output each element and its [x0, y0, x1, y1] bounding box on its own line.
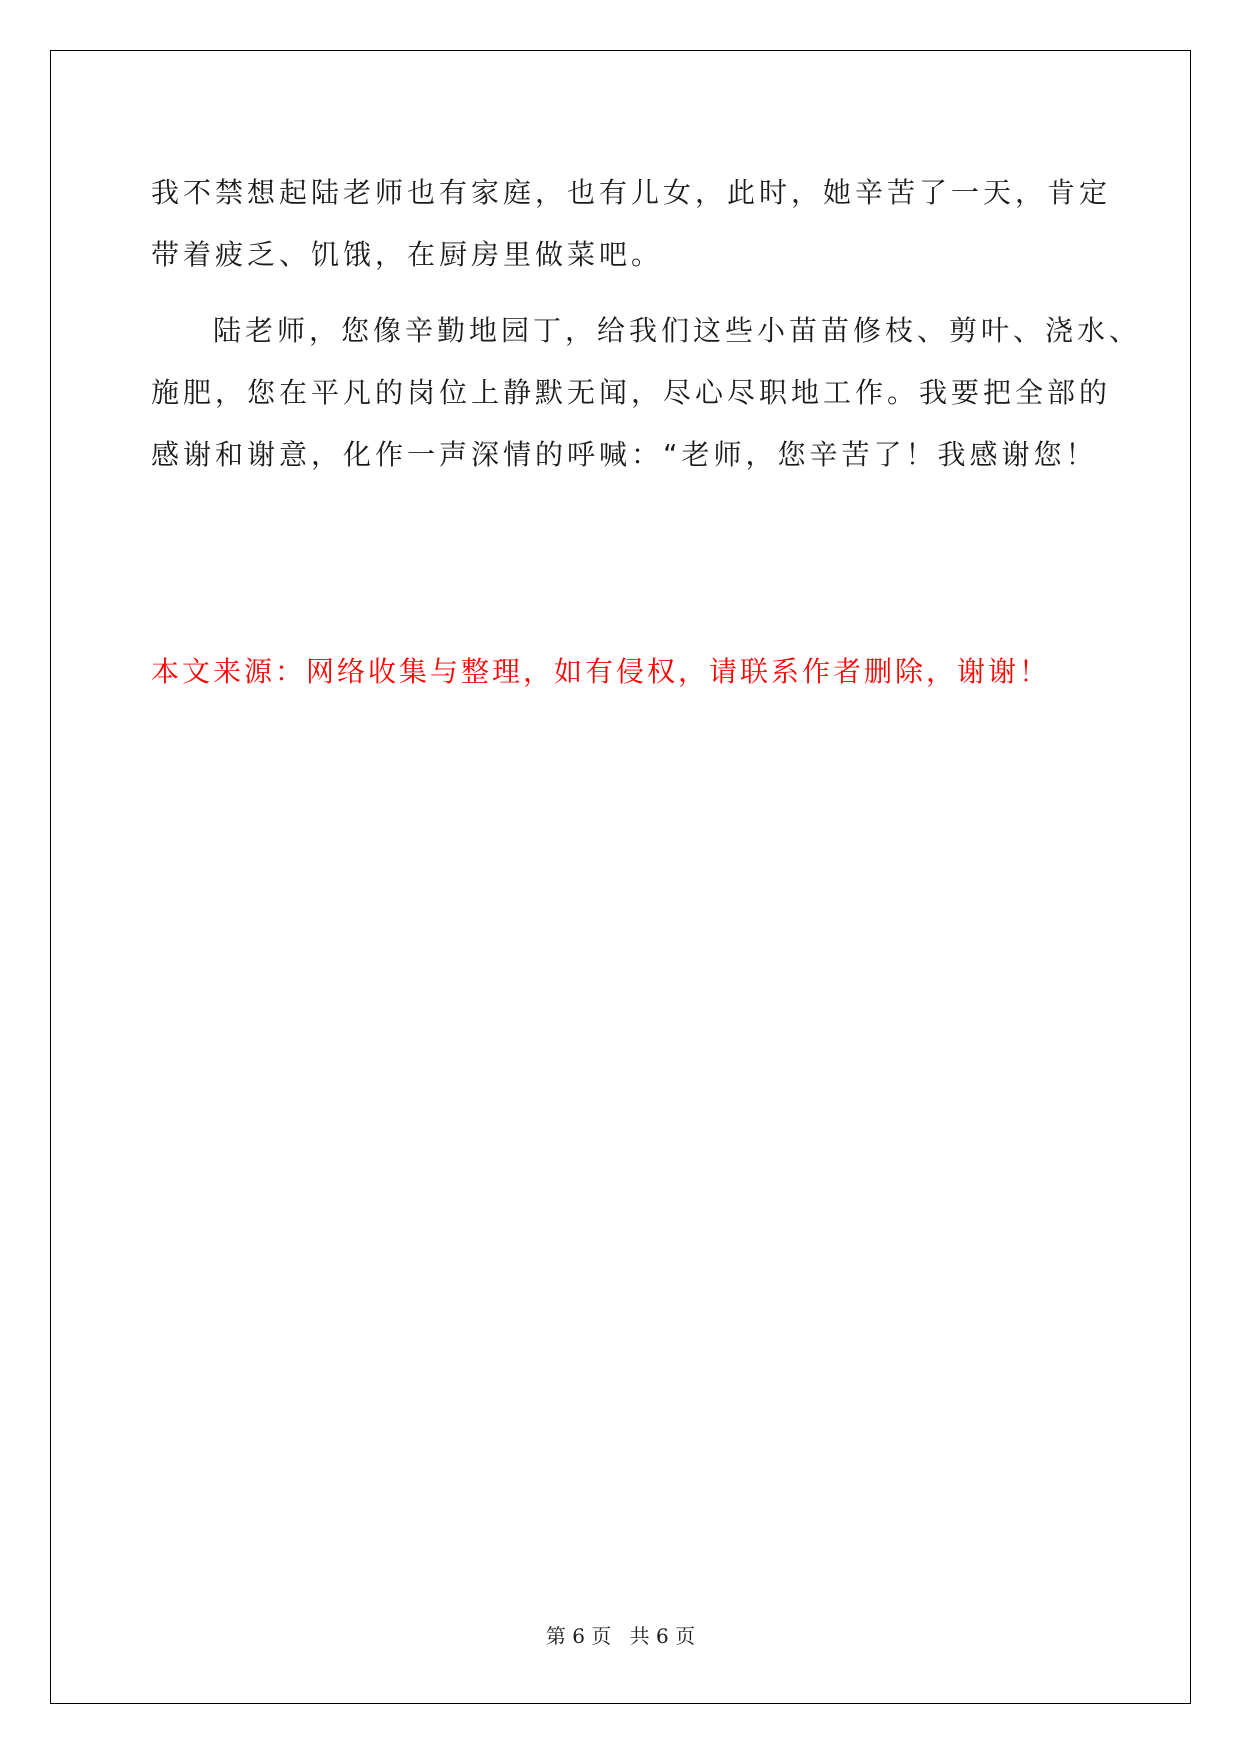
source-note: 本文来源：网络收集与整理，如有侵权，请联系作者删除，谢谢！ — [151, 655, 1051, 688]
paragraph-1-line-2: 带着疲乏、饥饿，在厨房里做菜吧。 — [151, 238, 664, 271]
page-number-current: 第 6 页 — [545, 1624, 612, 1648]
paragraph-2-line-3: 感谢和谢意，化作一声深情的呼喊：“老师，您辛苦了！我感谢您！ — [151, 438, 1098, 471]
paragraph-1 — [151, 162, 1112, 286]
page-footer — [0, 1620, 1241, 1649]
document-body — [151, 162, 1142, 486]
paragraph-1-line-1: 我不禁想起陆老师也有家庭，也有儿女，此时，她辛苦了一天，肯定 — [151, 176, 1112, 209]
paragraph-2 — [151, 300, 1142, 486]
paragraph-2-line-2: 施肥，您在平凡的岗位上静默无闻，尽心尽职地工作。我要把全部的 — [151, 376, 1112, 409]
paragraph-2-line-1: 陆老师，您像辛勤地园丁，给我们这些小苗苗修枝、剪叶、浇水、 — [213, 314, 1142, 347]
page-number-total: 共 6 页 — [629, 1624, 696, 1648]
